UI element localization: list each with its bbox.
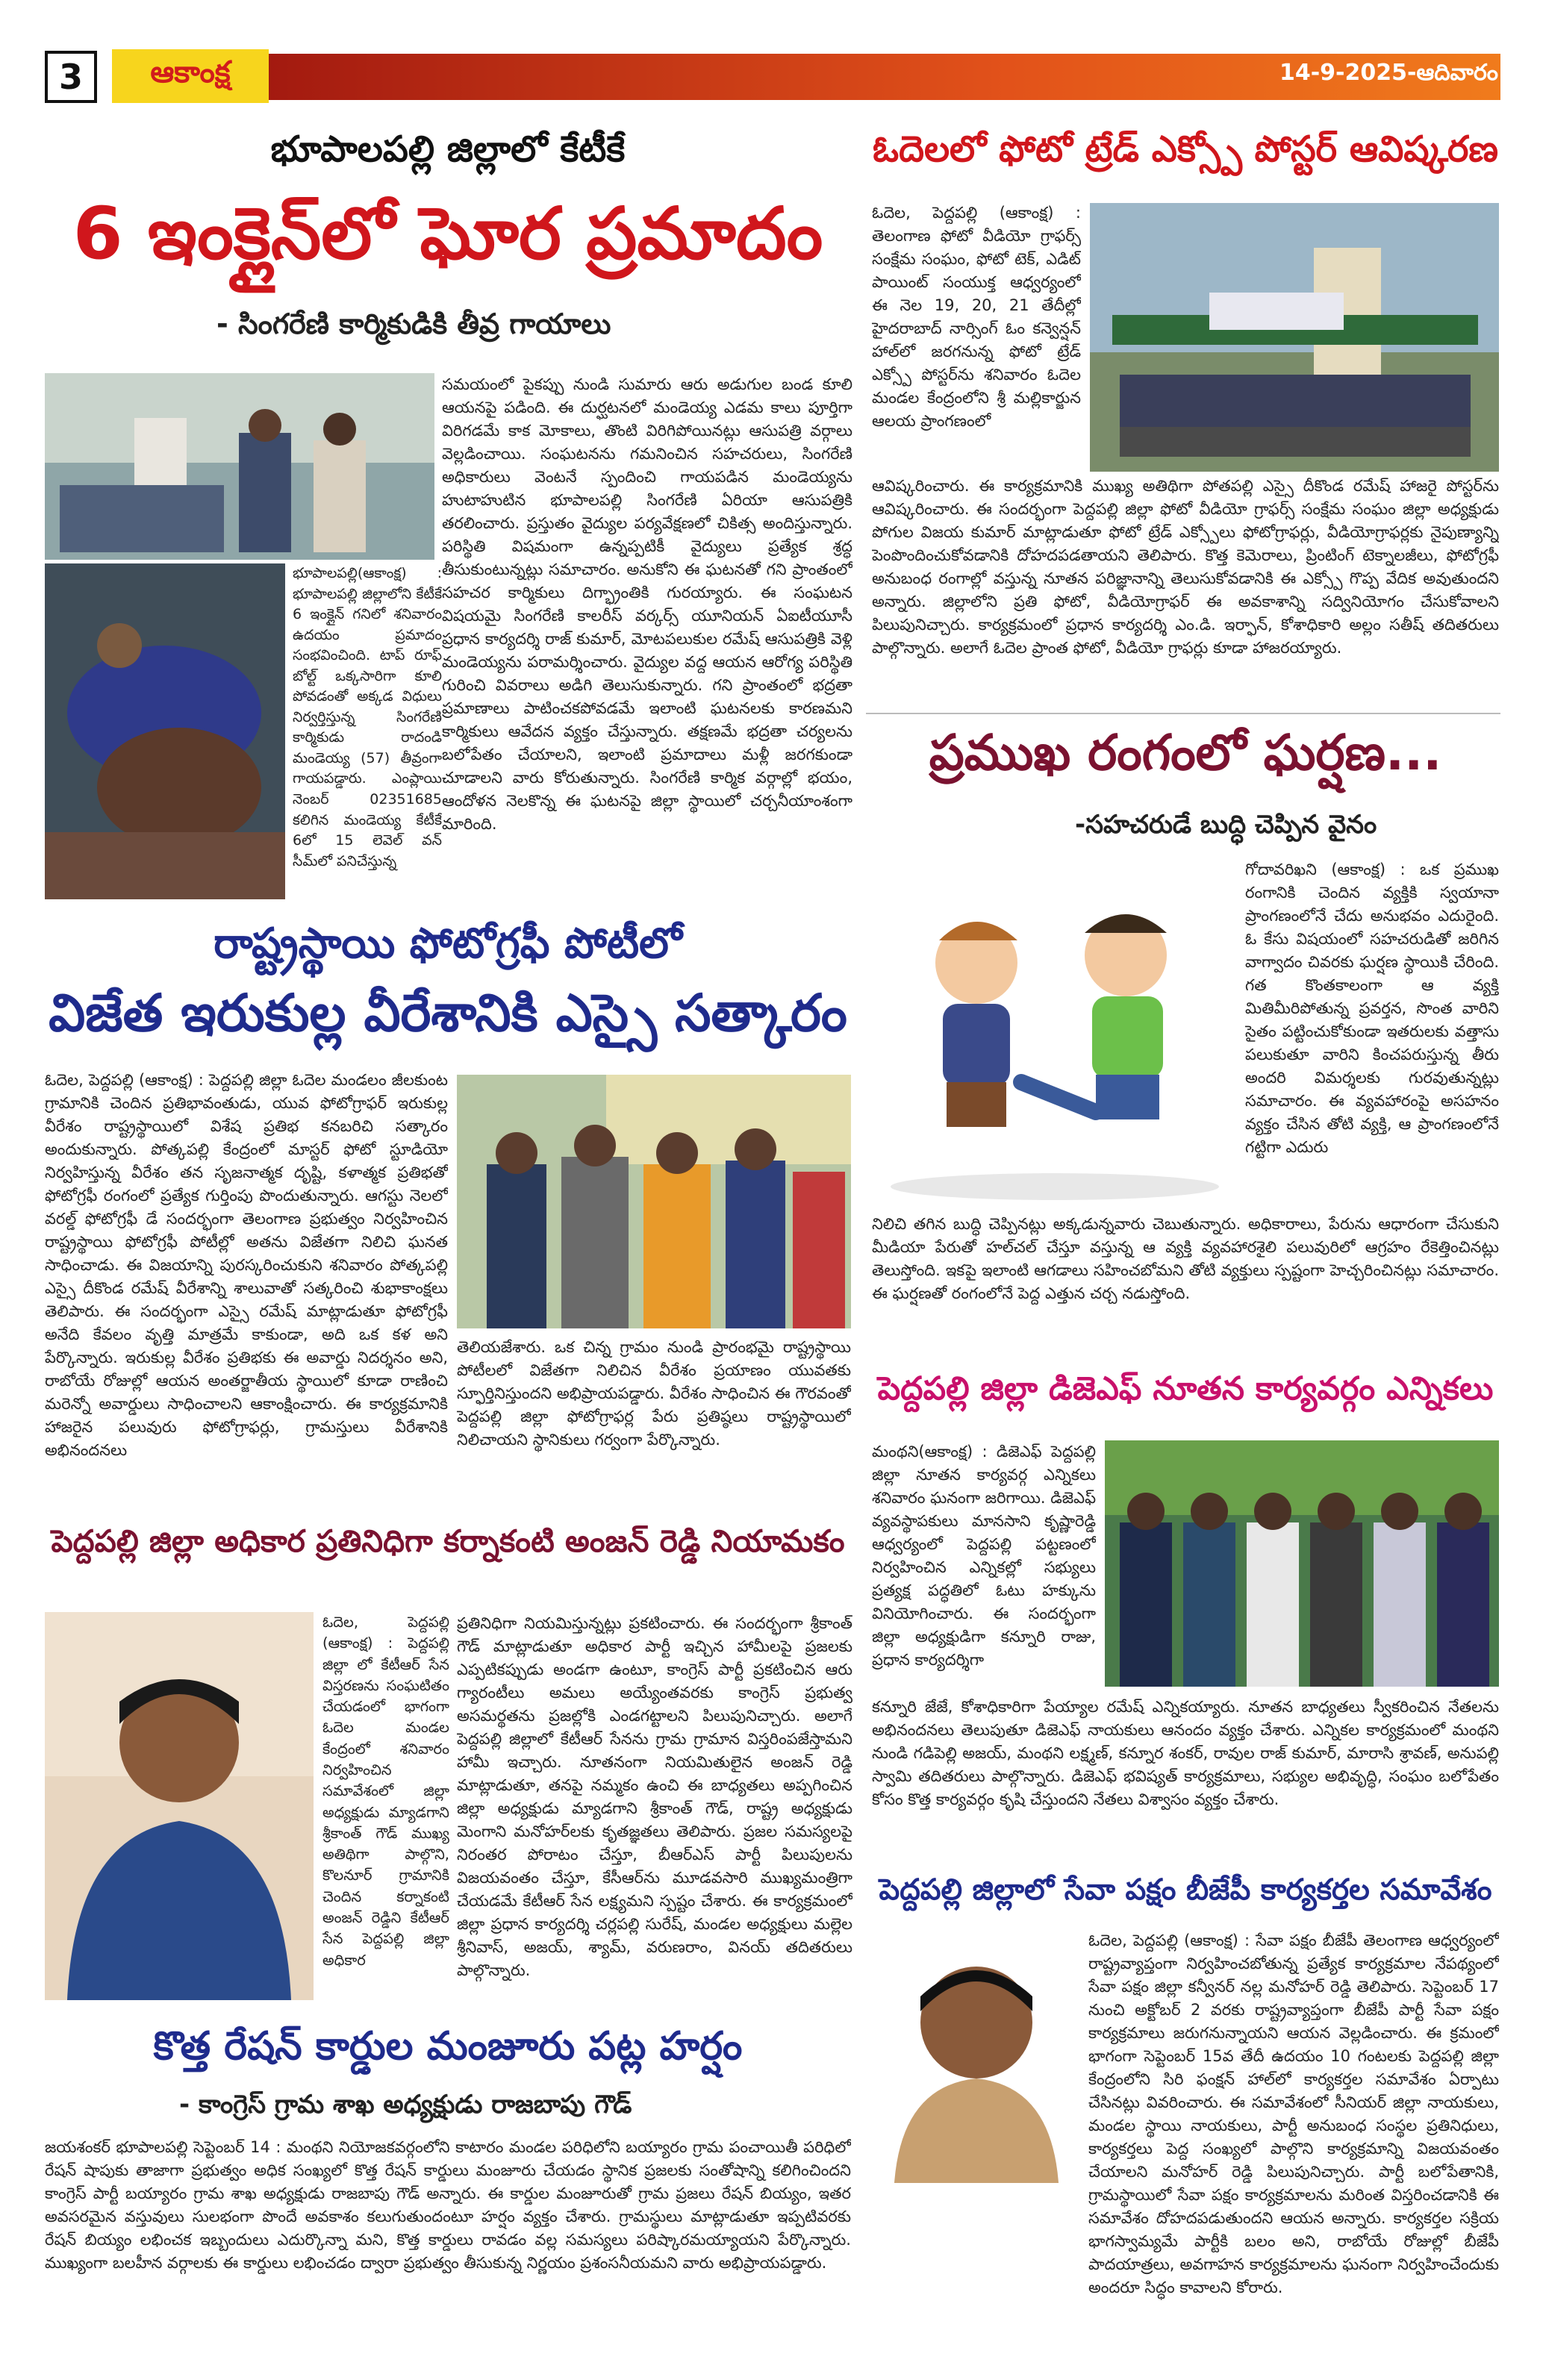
story6-headline: పెద్దపల్లి జిల్లా అధికార ప్రతినిధిగా కర్నాకంటి అంజన్ రెడ్డి నియామకం	[51, 1523, 845, 1559]
story6-body-right: ప్రతినిధిగా నియమిస్తున్నట్లు ప్రకటించారు. ఈ సందర్భంగా శ్రీకాంత్ గౌడ్ మాట్లాడుతూ అధికార పార్టీ ఇచ్చిన హామీలపై ప్రజలకు ఎప్పటికప్పుడు అండగా ఉంటూ, కాంగ్రెస్ పార్టీ ప్రకటించిన ఆరు గ్యారంటీలు అమలు అయ్యేంతవరకు కాంగ్రెస్ ప్రభుత్వ అసమర్థతను ప్రజల్లోకి ఎండగట్టాలని పిలుపునిచ్చారు. అలాగే పెద్దపల్లి జిల్లాలో కేటీఆర్ సేనను గ్రామ గ్రామాన విస్తరింపజేస్తామని హామీ ఇచ్చారు. నూతనంగా నియమితులైన అంజన్ రెడ్డి మాట్లాడుతూ, తనపై నమ్మకం ఉంచి ఈ బాధ్యతలు అప్పగించిన జిల్లా అధ్యక్షుడు మ్యాడగాని శ్రీకాంత్ గౌడ్, రాష్ట్ర అధ్యక్షుడు మెంగాని మనోహర్‌లకు కృతజ్ఞతలు తెలిపారు. ప్రజల సమస్యలపై నిరంతర పోరాటం చేస్తూ, బీఆర్ఎస్ పార్టీ పిలుపులను విజయవంతం చేస్తూ, కేసీఆర్‌ను మూడవసారి ముఖ్యమంత్రిగా చేయడమే కేటీఆర్ సేన లక్ష్యమని స్పష్టం చేశారు. ఈ కార్యక్రమంలో జిల్లా ప్రధాన కార్యదర్శి చర్లపల్లి సురేష్, మండల అధ్యక్షులు మల్లెల శ్రీనివాస్, అజయ్, శ్యామ్, వరుణరాం, వినయ్ తదితరులు పాల్గొన్నారు.	[457, 1614, 852, 1979]
story1-subhead: - సింగరేణి కార్మికుడికి తీవ్ర గాయాలు	[216, 307, 611, 340]
story4-headline: విజేత ఇరుకుల్ల వీరేశానికి ఎస్సై సత్కారం	[49, 984, 847, 1043]
page-number: 3	[45, 51, 97, 103]
story2-body-left: ఓదెల, పెద్దపల్లి (ఆకాంక్ష) : తెలంగాణ ఫోటో వీడియో గ్రాఫర్స్ సంక్షేమ సంఘం, ఫోటో టెక్, ఎడిట్ పాయింట్ సంయుక్త ఆధ్వర్యంలో ఈ నెల 19, 20, 21 తేదీల్లో హైదరాబాద్ నార్సింగ్ ఓం కన్వెన్షన్ హాల్‌లో జరగనున్న ఫోటో ట్రేడ్ ఎక్స్పో పోస్టర్‌ను శనివారం ఓదెల మండల కేంద్రంలోని శ్రీ మల్లికార్జున ఆలయ ప్రాంగణంలో	[872, 204, 1081, 430]
story1-body-right: సమయంలో పైకప్పు నుండి సుమారు ఆరు అడుగుల బండ కూలి ఆయనపై పడింది. ఈ దుర్ఘటనలో మండెయ్య ఎడమ కాలు పూర్తిగా విరిగడమే కాక మోకాలు, తొంటి విరిగిపోయినట్లు ఆసుపత్రి వర్గాలు వెల్లడించాయి. సంఘటనను గమనించిన సహచరులు, సింగరేణి అధికారులు వెంటనే స్పందించి గాయపడిన మండెయ్యను హుటాహుటిన భూపాలపల్లి సింగరేణి ఏరియా ఆసుపత్రికి తరలించారు. ప్రస్తుతం వైద్యుల పర్యవేక్షణలో చికిత్స అందిస్తున్నారు. పరిస్థితి విషమంగా ఉన్నప్పటికీ వైద్యులు ప్రత్యేక శ్రద్ధ తీసుకుంటున్నట్లు సమాచారం. అనుకోని ఈ ఘటనతో గని ప్రాంతంలో సహచర కార్మికులు దిగ్భ్రాంతికి గురయ్యారు. ఈ సంఘటన విషయమై సింగరేణి కాలరీస్ వర్కర్స్ యూనియన్ ఏఐటీయూసీ ప్రధాన కార్యదర్శి రాజ్ కుమార్, మోటపలుకుల రమేష్ ఆసుపత్రికి వెళ్లి మండెయ్యను పరామర్శించారు. వైద్యుల వద్ద ఆయన ఆరోగ్య పరిస్థితి గురించి వివరాలు అడిగి తెలుసుకున్నారు. గని ప్రాంతంలో భద్రతా ప్రమాణాలు పాటించకపోవడమే ఇలాంటి ఘటనలకు కారణమని కార్మికులు ఆవేదన వ్యక్తం చేస్తున్నారు. తక్షణమే భద్రతా చర్యలను బలోపేతం చేయాలని, ఇలాంటి ప్రమాదాలు మళ్లీ జరగకుండా చూడాలని వారు కోరుతున్నారు. సింగరేణి కార్మిక వర్గాల్లో భయం, ఆందోళన నెలకొన్న ఈ ఘటనపై జిల్లా స్థాయిలో చర్చనీయాంశంగా మారింది.	[442, 375, 852, 833]
brand-logo: ఆకాంక్ష	[112, 49, 269, 103]
story8-body: జయశంకర్ భూపాలపల్లి సెప్టెంబర్ 14 : మంథని నియోజకవర్గంలోని కాటారం మండల పరిధిలోని బయ్యారం గ్రామ పంచాయితీ పరిధిలో రేషన్ షాపుకు తాజాగా ప్రభుత్వం అధిక సంఖ్యలో కొత్త రేషన్ కార్డులు మంజూరు చేయడం స్థానిక ప్రజలకు సంతోషాన్ని కలిగించిందని కాంగ్రెస్ పార్టీ బయ్యారం గ్రామ శాఖ అధ్యక్షుడు రాజబాపు గౌడ్ అన్నారు. ఈ కార్డుల మంజూరుతో గ్రామ ప్రజలు రేషన్ బియ్యం, ఇతర అవసరమైన వస్తువులు సులభంగా పొందే అవకాశం కలుగుతుందంటూ హర్షం వ్యక్తం చేశారు. గ్రామస్థులు మాట్లాడుతూ ఇప్పటివరకు రేషన్ బియ్యం లభించక ఇబ్బందులు ఎదుర్కొన్నా మని, కొత్త కార్డులు రావడం వల్ల సమస్యలు పరిష్కారమయ్యాయని పేర్కొన్నారు. ముఖ్యంగా బలహీన వర్గాలకు ఈ కార్డులు లభించడం ద్వారా ప్రభుత్వం తీసుకున్న నిర్ణయం ప్రశంసనీయమని వారు అభిప్రాయపడ్డారు.	[45, 2138, 851, 2272]
story3-body-right: గోదావరిఖని (ఆకాంక్ష) : ఒక ప్రముఖ రంగానికి చెందిన వ్యక్తికి స్వయానా ప్రాంగణంలోనే చేదు అనుభవం ఎదురైంది. ఓ కేసు విషయంలో సహచరుడితో జరిగిన వాగ్వాదం చివరకు ఘర్షణ స్థాయికి చేరింది. గత కొంతకాలంగా ఆ వ్యక్తి మితిమీరిపోతున్న ప్రవర్తన, సొంత వారిని సైతం పట్టించుకోకుండా ఇతరులకు వత్తాసు పలుకుతూ వారిని కించపరుస్తున్న తీరు అందరి విమర్శలకు గురవుతున్నట్లు సమాచారం. ఈ వ్యవహారంపై అసహనం వ్యక్తం చేసిన తోటి వ్యక్తి, ఆ ప్రాంగణంలోనే గట్టిగా ఎదురు	[1245, 861, 1499, 1156]
story5-body-left: మంథని(ఆకాంక్ష) : డిజెఎఫ్ పెద్దపల్లి జిల్లా నూతన కార్యవర్గ ఎన్నికలు శనివారం ఘనంగా జరిగాయి. డిజెఎఫ్ వ్యవస్థాపకులు మానసాని కృష్ణారెడ్డి ఆధ్వర్యంలో పెద్దపల్లి పట్టణంలో నిర్వహించిన ఎన్నికల్లో సభ్యులు ప్రత్యక్ష పద్ధతిలో ఓటు హక్కును వినియోగించారు. ఈ సందర్భంగా జిల్లా అధ్యక్షుడిగా కన్నూరి రాజు, ప్రధాన కార్యదర్శిగా	[872, 1443, 1096, 1669]
story8-subhead: - కాంగ్రెస్ గ్రామ శాఖ అధ్యక్షుడు రాజబాపు గౌడ్	[179, 2090, 632, 2120]
story3-subhead: -సహచరుడే బుద్ధి చెప్పిన వైనం	[1075, 810, 1377, 840]
story4-kicker: రాష్ట్రస్థాయి ఫోటోగ్రఫీ పోటీలో	[213, 919, 682, 968]
story5-headline: పెద్దపల్లి జిల్లా డిజెఎఫ్ నూతన కార్యవర్గం ఎన్నికలు	[877, 1370, 1494, 1408]
story3-cartoon-image	[872, 858, 1238, 1209]
story5-group-photo	[1105, 1440, 1499, 1687]
story1-headline: 6 ఇంక్లైన్‌లో ఘోర ప్రమాదం	[72, 192, 823, 275]
story4-felicitation-photo	[457, 1075, 851, 1328]
story2-poster-photo	[1090, 203, 1499, 472]
story7-portrait-photo	[872, 1929, 1081, 2183]
story1-kicker: భూపాలపల్లి జిల్లాలో కేటీకే	[270, 128, 626, 170]
story1-hospital-photo	[45, 373, 434, 560]
story2-body-bottom: ఆవిష్కరించారు. ఈ కార్యక్రమానికి ముఖ్య అతిథిగా పోతపల్లి ఎస్సై దీకొండ రమేష్ హాజరై పోస్టర్‌ను ఆవిష్కరించారు. ఈ సందర్భంగా పెద్దపల్లి జిల్లా ఫోటో వీడియో గ్రాఫర్స్ సంక్షేమ సంఘం జిల్లా అధ్యక్షుడు పోగుల విజయ కుమార్ మాట్లాడుతూ ఫోటో ట్రేడ్ ఎక్స్పోలు ఫోటోగ్రాఫర్లు, వీడియోగ్రాఫర్లకు నైపుణ్యాన్ని పెంపొందించుకోవడానికి దోహదపడతాయని తెలిపారు. కొత్త కెమెరాలు, ప్రింటింగ్ టెక్నాలజీలు, ఫోటోగ్రఫీ అనుబంధ రంగాల్లో వస్తున్న నూతన పరిజ్ఞానాన్ని తెలుసుకోవడానికి ఈ ఎక్స్పో గొప్ప వేదిక అవుతుందని అన్నారు. జిల్లాలోని ప్రతి ఫోటో, వీడియోగ్రాఫర్ ఈ అవకాశాన్ని సద్వినియోగం చేసుకోవాలని పిలుపునిచ్చారు. కార్యక్రమంలో ప్రధాన కార్యదర్శి ఎం.డి. ఇర్ఫాన్, కోశాధికారి అల్లం సతీష్ తదితరులు పాల్గొన్నారు. అలాగే ఓదెల ప్రాంత ఫోటో, వీడియో గ్రాఫర్లు కూడా హాజరయ్యారు.	[872, 477, 1499, 657]
story1-injured-photo	[45, 563, 285, 899]
section-divider	[866, 713, 1500, 714]
story6-portrait-photo	[45, 1612, 314, 2000]
story2-headline: ఓదెలలో ఫోటో ట్రేడ్ ఎక్స్పో పోస్టర్ ఆవిష్కరణ	[872, 128, 1499, 170]
issue-date: 14-9-2025-ఆదివారం	[1279, 60, 1498, 86]
story8-headline: కొత్త రేషన్ కార్డుల మంజూరు పట్ల హర్షం	[153, 2024, 743, 2069]
story3-body-bottom: నిలిచి తగిన బుద్ధి చెప్పినట్లు అక్కడున్నవారు చెబుతున్నారు. అధికారాలు, పేరును ఆధారంగా చేసుకుని మీడియా పేరుతో హల్‌చల్ చేస్తూ వస్తున్న ఆ వ్యక్తి వ్యవహారశైలి పలువురిలో ఆగ్రహం రేకెత్తించినట్లు తెలుస్తోంది. ఇకపై ఇలాంటి ఆగడాలు సహించబోమని తోటి వ్యక్తులు స్పష్టంగా హెచ్చరించినట్లు సమాచారం. ఈ ఘర్షణతో రంగంలోనే పెద్ద ఎత్తున చర్చ నడుస్తోంది.	[872, 1215, 1499, 1302]
story3-headline: ప్రముఖ రంగంలో ఘర్షణ...	[929, 724, 1442, 781]
story4-body-top: ఓదెల, పెద్దపల్లి (ఆకాంక్ష) : పెద్దపల్లి జిల్లా ఓదెల మండలం జీలకుంట గ్రామానికి చెందిన ప్రతిభావంతుడు, యువ ఫోటోగ్రాఫర్ ఇరుకుల్ల వీరేశం రాష్ట్రస్థాయిలో విశేష ప్రతిభ కనబరిచి సత్కారం అందుకున్నారు. పోత్కపల్లి కేంద్రంలో మాస్టర్ ఫోటో స్టూడియో నిర్వహిస్తున్న వీరేశం తన సృజనాత్మక దృష్టి, కళాత్మక ప్రతిభతో ఫోటోగ్రఫీ రంగంలో ప్రత్యేక గుర్తింపు పొందుతున్నారు. ఆగస్టు నెలలో వరల్డ్ ఫోటోగ్రఫీ డే సందర్భంగా తెలంగాణ ప్రభుత్వం నిర్వహించిన రాష్ట్రస్థాయి ఫోటోగ్రఫీ పోటీల్లో అతను విజేతగా నిలిచి ఘనత సాధించాడు. ఈ విజయాన్ని పురస్కరించుకుని శనివారం పోత్కపల్లి ఎస్సై దీకొండ రమేష్ వీరేశాన్ని శాలువాతో సత్కరించి శుభాకాంక్షలు తెలిపారు. ఈ సందర్భంగా ఎస్సై రమేష్ మాట్లాడుతూ ఫోటోగ్రఫీ అనేది కేవలం వృత్తి మాత్రమే కాకుండా, అది ఒక కళ అని పేర్కొన్నారు. ఇరుకుల్ల వీరేశం ప్రతిభకు ఈ అవార్డు నిదర్శనం అని, రాబోయే రోజుల్లో ఆయన అంతర్జాతీయ స్థాయిలో కూడా రాణించి మరెన్నో అవార్డులు సాధించాలని ఆకాంక్షించారు. ఈ కార్యక్రమానికి హాజరైన పలువురు ఫోటోగ్రాఫర్లు, గ్రామస్తులు వీరేశానికి అభినందనలు	[45, 1071, 448, 1459]
story7-body: ఓదెల, పెద్దపల్లి (ఆకాంక్ష) : సేవా పక్షం బీజేపీ తెలంగాణ ఆధ్వర్యంలో రాష్ట్రవ్యాప్తంగా నిర్వహించబోతున్న ప్రత్యేక కార్యక్రమాల నేపథ్యంలో సేవా పక్షం జిల్లా కన్వీనర్ నల్ల మనోహర్ రెడ్డి తెలిపారు. సెప్టెంబర్ 17 నుంచి అక్టోబర్ 2 వరకు రాష్ట్రవ్యాప్తంగా బీజేపీ పార్టీ సేవా పక్షం కార్యక్రమాలు జరుగనున్నాయని ఆయన వెల్లడించారు. ఈ క్రమంలో భాగంగా సెప్టెంబర్ 15వ తేదీ ఉదయం 10 గంటలకు పెద్దపల్లి జిల్లా కేంద్రంలోని సిరి ఫంక్షన్ హాల్‌లో కార్యకర్తల సమావేశం ఏర్పాటు చేసినట్లు వివరించారు. ఈ సమావేశంలో సీనియర్ జిల్లా నాయకులు, మండల స్థాయి నాయకులు, పార్టీ అనుబంధ సంస్థల ప్రతినిధులు, కార్యకర్తలు పెద్ద సంఖ్యలో పాల్గొని కార్యక్రమాన్ని విజయవంతం చేయాలని మనోహర్ రెడ్డి పిలుపునిచ్చారు. పార్టీ బలోపేతానికి, గ్రామస్థాయిలో సేవా పక్షం కార్యక్రమాలను మరింత విస్తరించడానికి ఈ సమావేశం దోహదపడుతుందని ఆయన అన్నారు. కార్యకర్తల సక్రియ భాగస్వామ్యమే పార్టీకి బలం అని, రాబోయే రోజుల్లో బీజేపీ పాదయాత్రలు, అవగాహన కార్యక్రమాలను ఘనంగా నిర్వహించేందుకు అందరూ సిద్ధం కావాలని కోరారు.	[1088, 1931, 1499, 2296]
story1-body-left: భూపాలపల్లి(ఆకాంక్ష) : భూపాలపల్లి జిల్లాలోని కేటీకే 6 ఇంక్లైన్ గనిలో శనివారం ఉదయం ప్రమాదం సంభవించింది. టాప్ రూఫ్ బోల్ట్ ఒక్కసారిగా కూలి పోవడంతో అక్కడ విధులు నిర్వర్తిస్తున్న సింగరేణి కార్మికుడు రాదండి మండెయ్య (57) తీవ్రంగా గాయపడ్డారు. ఎంప్లాయి నెంబర్ 02351685 కలిగిన మండెయ్య కేటీకే 6లో 15 లెవెల్ వన్ సీమ్‌లో పనిచేస్తున్న	[293, 565, 442, 869]
story4-body-right: తెలియజేశారు. ఒక చిన్న గ్రామం నుండి ప్రారంభమై రాష్ట్రస్థాయి పోటీలలో విజేతగా నిలిచిన వీరేశం ప్రయాణం యువతకు స్ఫూర్తినిస్తుందని అభిప్రాయపడ్డారు. వీరేశం సాధించిన ఈ గౌరవంతో పెద్దపల్లి జిల్లా ఫోటోగ్రాఫర్ల పేరు ప్రతిష్ఠలు రాష్ట్రస్థాయిలో నిలిచాయని స్థానికులు గర్వంగా పేర్కొన్నారు.	[457, 1338, 851, 1449]
story7-headline: పెద్దపల్లి జిల్లాలో సేవా పక్షం బీజేపీ కార్యకర్తల సమావేశం	[879, 1873, 1492, 1907]
story5-body-bottom: కన్నూరి జేజే, కోశాధికారిగా పేయ్యాల రమేష్ ఎన్నికయ్యారు. నూతన బాధ్యతలు స్వీకరించిన నేతలను అభినందనలు తెలుపుతూ డిజెఎఫ్ నాయకులు ఆనందం వ్యక్తం చేశారు. ఎన్నికల కార్యక్రమంలో మంథని నుండి గడిపెల్లి అజయ్, మంథని లక్ష్మణ్, కన్నూర శంకర్, రావుల రాజ్ కుమార్, మారాసి శ్రావణ్, అనుపల్లి స్వామి తదితరులు పాల్గొన్నారు. డిజెఎఫ్ భవిష్యత్ కార్యక్రమాలు, సభ్యుల అభివృద్ధి, సంఘం బలోపేతం కోసం కొత్త కార్యవర్గం కృషి చేస్తుందని నేతలు విశ్వాసం వ్యక్తం చేశారు.	[872, 1698, 1499, 1808]
story6-body-left: ఓదెల, పెద్దపల్లి (ఆకాంక్ష) : పెద్దపల్లి జిల్లా లో కేటీఆర్ సేన విస్తరణను సంఘటితం చేయడంలో భాగంగా ఓదెల మండల కేంద్రంలో శనివారం నిర్వహించిన సమావేశంలో జిల్లా అధ్యక్షుడు మ్యాడగాని శ్రీకాంత్ గౌడ్ ముఖ్య అతిథిగా పాల్గొని, కొలనూర్ గ్రామానికి చెందిన కర్నాకంటి అంజన్ రెడ్డిని కేటీఆర్ సేన పెద్దపల్లి జిల్లా అధికార	[322, 1614, 449, 1969]
